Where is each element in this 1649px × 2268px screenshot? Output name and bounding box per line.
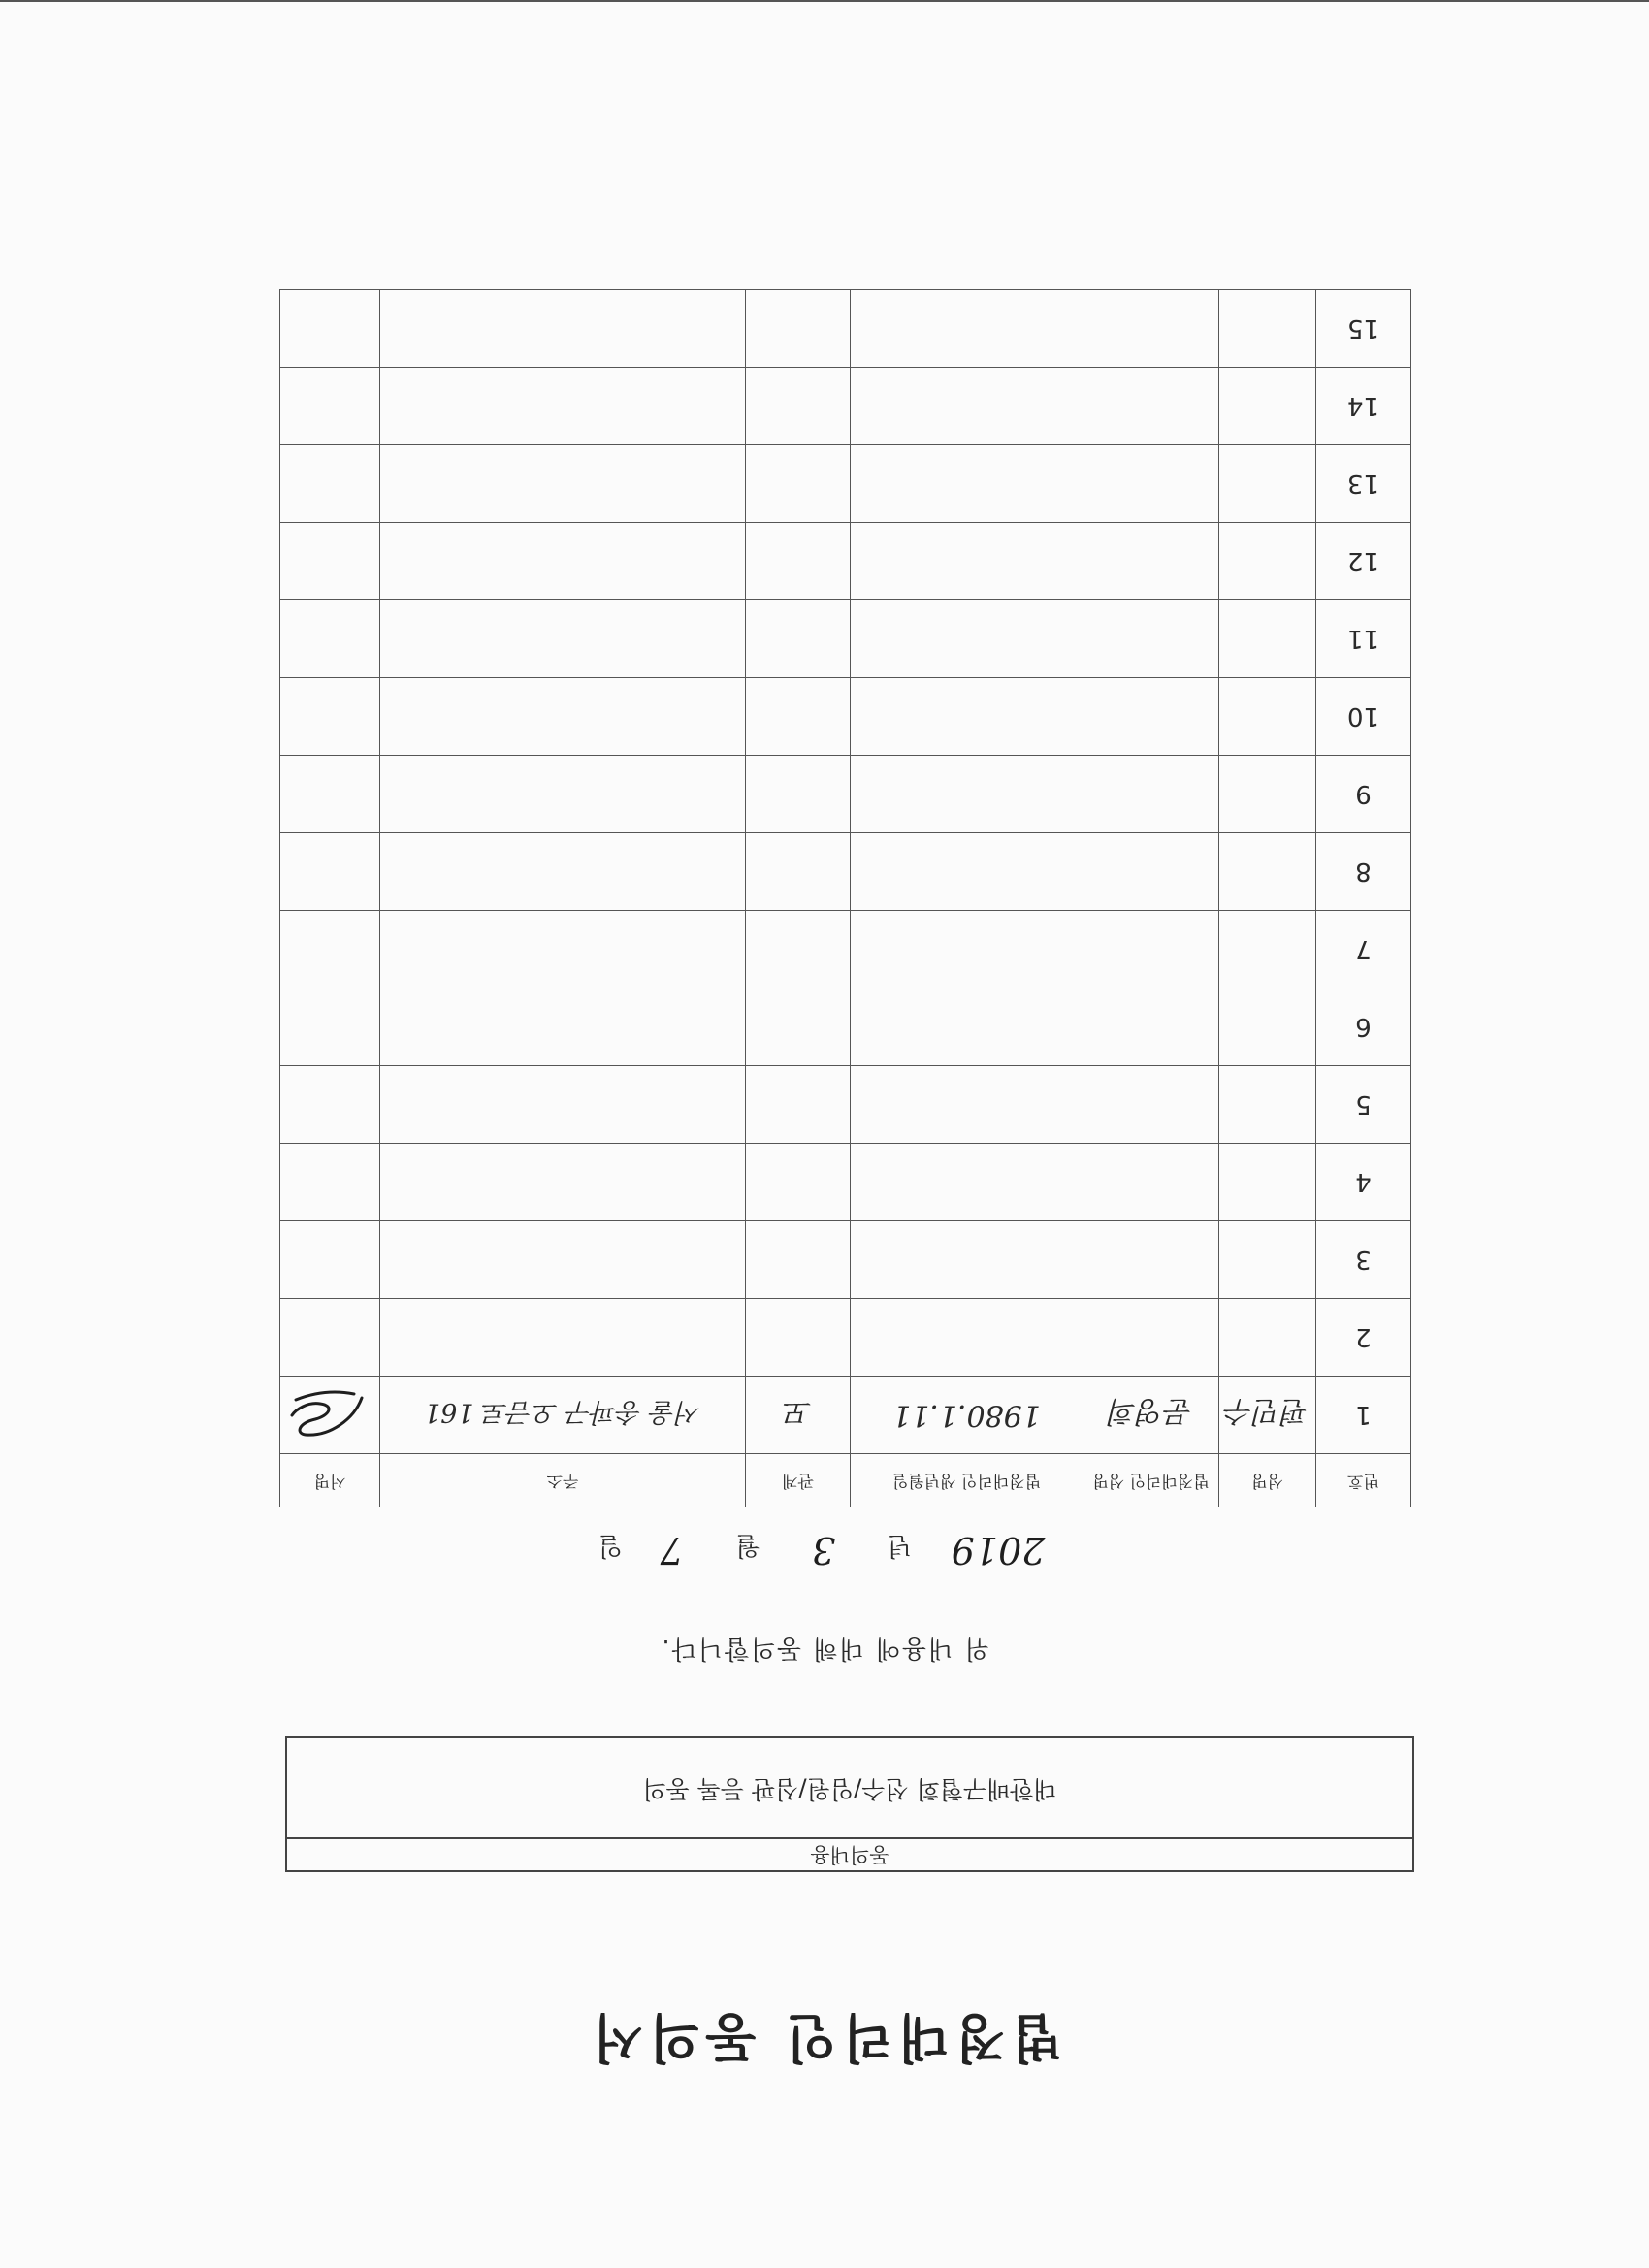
header-signature: 서명 (280, 1454, 380, 1507)
cell-relation (746, 988, 851, 1066)
cell-name (1219, 1144, 1316, 1221)
table-row (280, 600, 1411, 678)
table-row (280, 1066, 1411, 1144)
cell-guardian-birth (851, 1066, 1083, 1144)
cell-name (1219, 988, 1316, 1066)
agreement-statement: 위 내용에 대해 동의합니다. (660, 1634, 989, 1663)
cell-guardian-name (1083, 756, 1219, 833)
date-day-label: 일 (598, 1531, 623, 1560)
cell-name (1219, 833, 1316, 911)
cell-relation: 모 (746, 1377, 851, 1454)
cell-relation (746, 290, 851, 368)
cell-name: 편민수 (1219, 1377, 1316, 1454)
cell-signature (280, 756, 380, 833)
cell-relation (746, 600, 851, 678)
cell-guardian-birth (851, 988, 1083, 1066)
table-row (280, 678, 1411, 756)
cell-signature (280, 1299, 380, 1377)
cell-relation (746, 833, 851, 911)
cell-guardian-name (1083, 678, 1219, 756)
table-row (280, 1221, 1411, 1299)
consent-header: 동의내용 (287, 1837, 1412, 1870)
cell-number: 6 (1316, 988, 1411, 1066)
cell-guardian-name (1083, 290, 1219, 368)
cell-address (380, 678, 746, 756)
cell-number: 8 (1316, 833, 1411, 911)
cell-name (1219, 678, 1316, 756)
cell-name (1219, 1221, 1316, 1299)
cell-relation (746, 445, 851, 523)
cell-relation (746, 1299, 851, 1377)
cell-signature (280, 445, 380, 523)
cell-guardian-name (1083, 1299, 1219, 1377)
table-row (280, 368, 1411, 445)
consent-body: 대한배구협회 선수/임원/심판 등록 동의 (642, 1775, 1057, 1803)
cell-name (1219, 290, 1316, 368)
cell-name (1219, 445, 1316, 523)
cell-relation (746, 1221, 851, 1299)
cell-number: 2 (1316, 1299, 1411, 1377)
cell-number: 11 (1316, 600, 1411, 678)
cell-address (380, 1144, 746, 1221)
cell-address (380, 368, 746, 445)
cell-guardian-birth (851, 678, 1083, 756)
cell-guardian-name (1083, 1144, 1219, 1221)
cell-address (380, 1066, 746, 1144)
cell-address (380, 988, 746, 1066)
table-row (280, 290, 1411, 368)
cell-number: 9 (1316, 756, 1411, 833)
cell-guardian-birth (851, 1299, 1083, 1377)
cell-address (380, 911, 746, 988)
cell-name (1219, 756, 1316, 833)
cell-relation (746, 368, 851, 445)
cell-relation (746, 523, 851, 600)
cell-guardian-name (1083, 368, 1219, 445)
cell-number: 4 (1316, 1144, 1411, 1221)
cell-signature (280, 678, 380, 756)
document-title: 법정대리인 동의서 (586, 2007, 1063, 2068)
cell-guardian-birth (851, 1221, 1083, 1299)
date-year-label: 년 (887, 1531, 912, 1560)
handwritten-signature (286, 1381, 373, 1449)
cell-number: 14 (1316, 368, 1411, 445)
scan-edge-line (0, 0, 1649, 2)
header-address: 주소 (380, 1454, 746, 1507)
guardian-roster-table (279, 289, 1411, 1507)
cell-number: 12 (1316, 523, 1411, 600)
cell-signature (280, 833, 380, 911)
cell-address (380, 833, 746, 911)
cell-guardian-birth (851, 368, 1083, 445)
header-relation: 관계 (746, 1454, 851, 1507)
cell-guardian-name: 문영희 (1083, 1377, 1219, 1454)
cell-guardian-birth (851, 445, 1083, 523)
header-guardian-name: 법정대리인 성명 (1083, 1454, 1219, 1507)
table-row (280, 1299, 1411, 1377)
cell-signature (280, 1377, 380, 1454)
cell-guardian-name (1083, 523, 1219, 600)
table-body (280, 290, 1411, 1454)
cell-number: 15 (1316, 290, 1411, 368)
cell-name (1219, 1066, 1316, 1144)
cell-number: 5 (1316, 1066, 1411, 1144)
cell-name (1219, 1299, 1316, 1377)
table-row (280, 833, 1411, 911)
table-row (280, 445, 1411, 523)
date-day: 7 (660, 1529, 684, 1571)
table-row (280, 1377, 1411, 1454)
cell-guardian-name (1083, 988, 1219, 1066)
cell-relation (746, 678, 851, 756)
cell-address (380, 445, 746, 523)
cell-guardian-birth (851, 756, 1083, 833)
cell-address (380, 1299, 746, 1377)
cell-relation (746, 1144, 851, 1221)
date-month-label: 월 (735, 1531, 760, 1560)
cell-relation (746, 911, 851, 988)
cell-signature (280, 1066, 380, 1144)
consent-box (285, 1736, 1414, 1872)
cell-signature (280, 1221, 380, 1299)
date-line (0, 1529, 1649, 1571)
cell-number: 1 (1316, 1377, 1411, 1454)
cell-signature (280, 600, 380, 678)
cell-address (380, 600, 746, 678)
cell-number: 10 (1316, 678, 1411, 756)
cell-relation (746, 756, 851, 833)
cell-signature (280, 523, 380, 600)
cell-name (1219, 600, 1316, 678)
cell-guardian-name (1083, 911, 1219, 988)
cell-guardian-name (1083, 1221, 1219, 1299)
header-guardian-birth: 법정대리인 생년월일 (851, 1454, 1083, 1507)
cell-name (1219, 368, 1316, 445)
cell-signature (280, 1144, 380, 1221)
table-row (280, 523, 1411, 600)
date-year: 2019 (951, 1529, 1046, 1571)
cell-number: 3 (1316, 1221, 1411, 1299)
cell-signature (280, 911, 380, 988)
cell-guardian-birth (851, 1144, 1083, 1221)
cell-guardian-birth (851, 833, 1083, 911)
cell-address (380, 290, 746, 368)
cell-number: 13 (1316, 445, 1411, 523)
table-row (280, 911, 1411, 988)
cell-guardian-name (1083, 600, 1219, 678)
table-header-row (280, 1454, 1411, 1507)
cell-relation (746, 1066, 851, 1144)
cell-guardian-name (1083, 1066, 1219, 1144)
cell-address: 서울 송파구 오금로 161 (380, 1377, 746, 1454)
cell-guardian-birth: 1980.1.11 (851, 1377, 1083, 1454)
header-number: 번호 (1316, 1454, 1411, 1507)
cell-name (1219, 523, 1316, 600)
cell-address (380, 1221, 746, 1299)
table-row (280, 1144, 1411, 1221)
header-name: 성명 (1219, 1454, 1316, 1507)
table-row (280, 988, 1411, 1066)
cell-address (380, 756, 746, 833)
cell-address (380, 523, 746, 600)
cell-name (1219, 911, 1316, 988)
cell-guardian-name (1083, 445, 1219, 523)
cell-signature (280, 988, 380, 1066)
cell-signature (280, 290, 380, 368)
cell-guardian-name (1083, 833, 1219, 911)
cell-guardian-birth (851, 911, 1083, 988)
cell-signature (280, 368, 380, 445)
cell-guardian-birth (851, 600, 1083, 678)
table-row (280, 756, 1411, 833)
date-month: 3 (812, 1529, 836, 1571)
cell-guardian-birth (851, 290, 1083, 368)
cell-number: 7 (1316, 911, 1411, 988)
cell-guardian-birth (851, 523, 1083, 600)
